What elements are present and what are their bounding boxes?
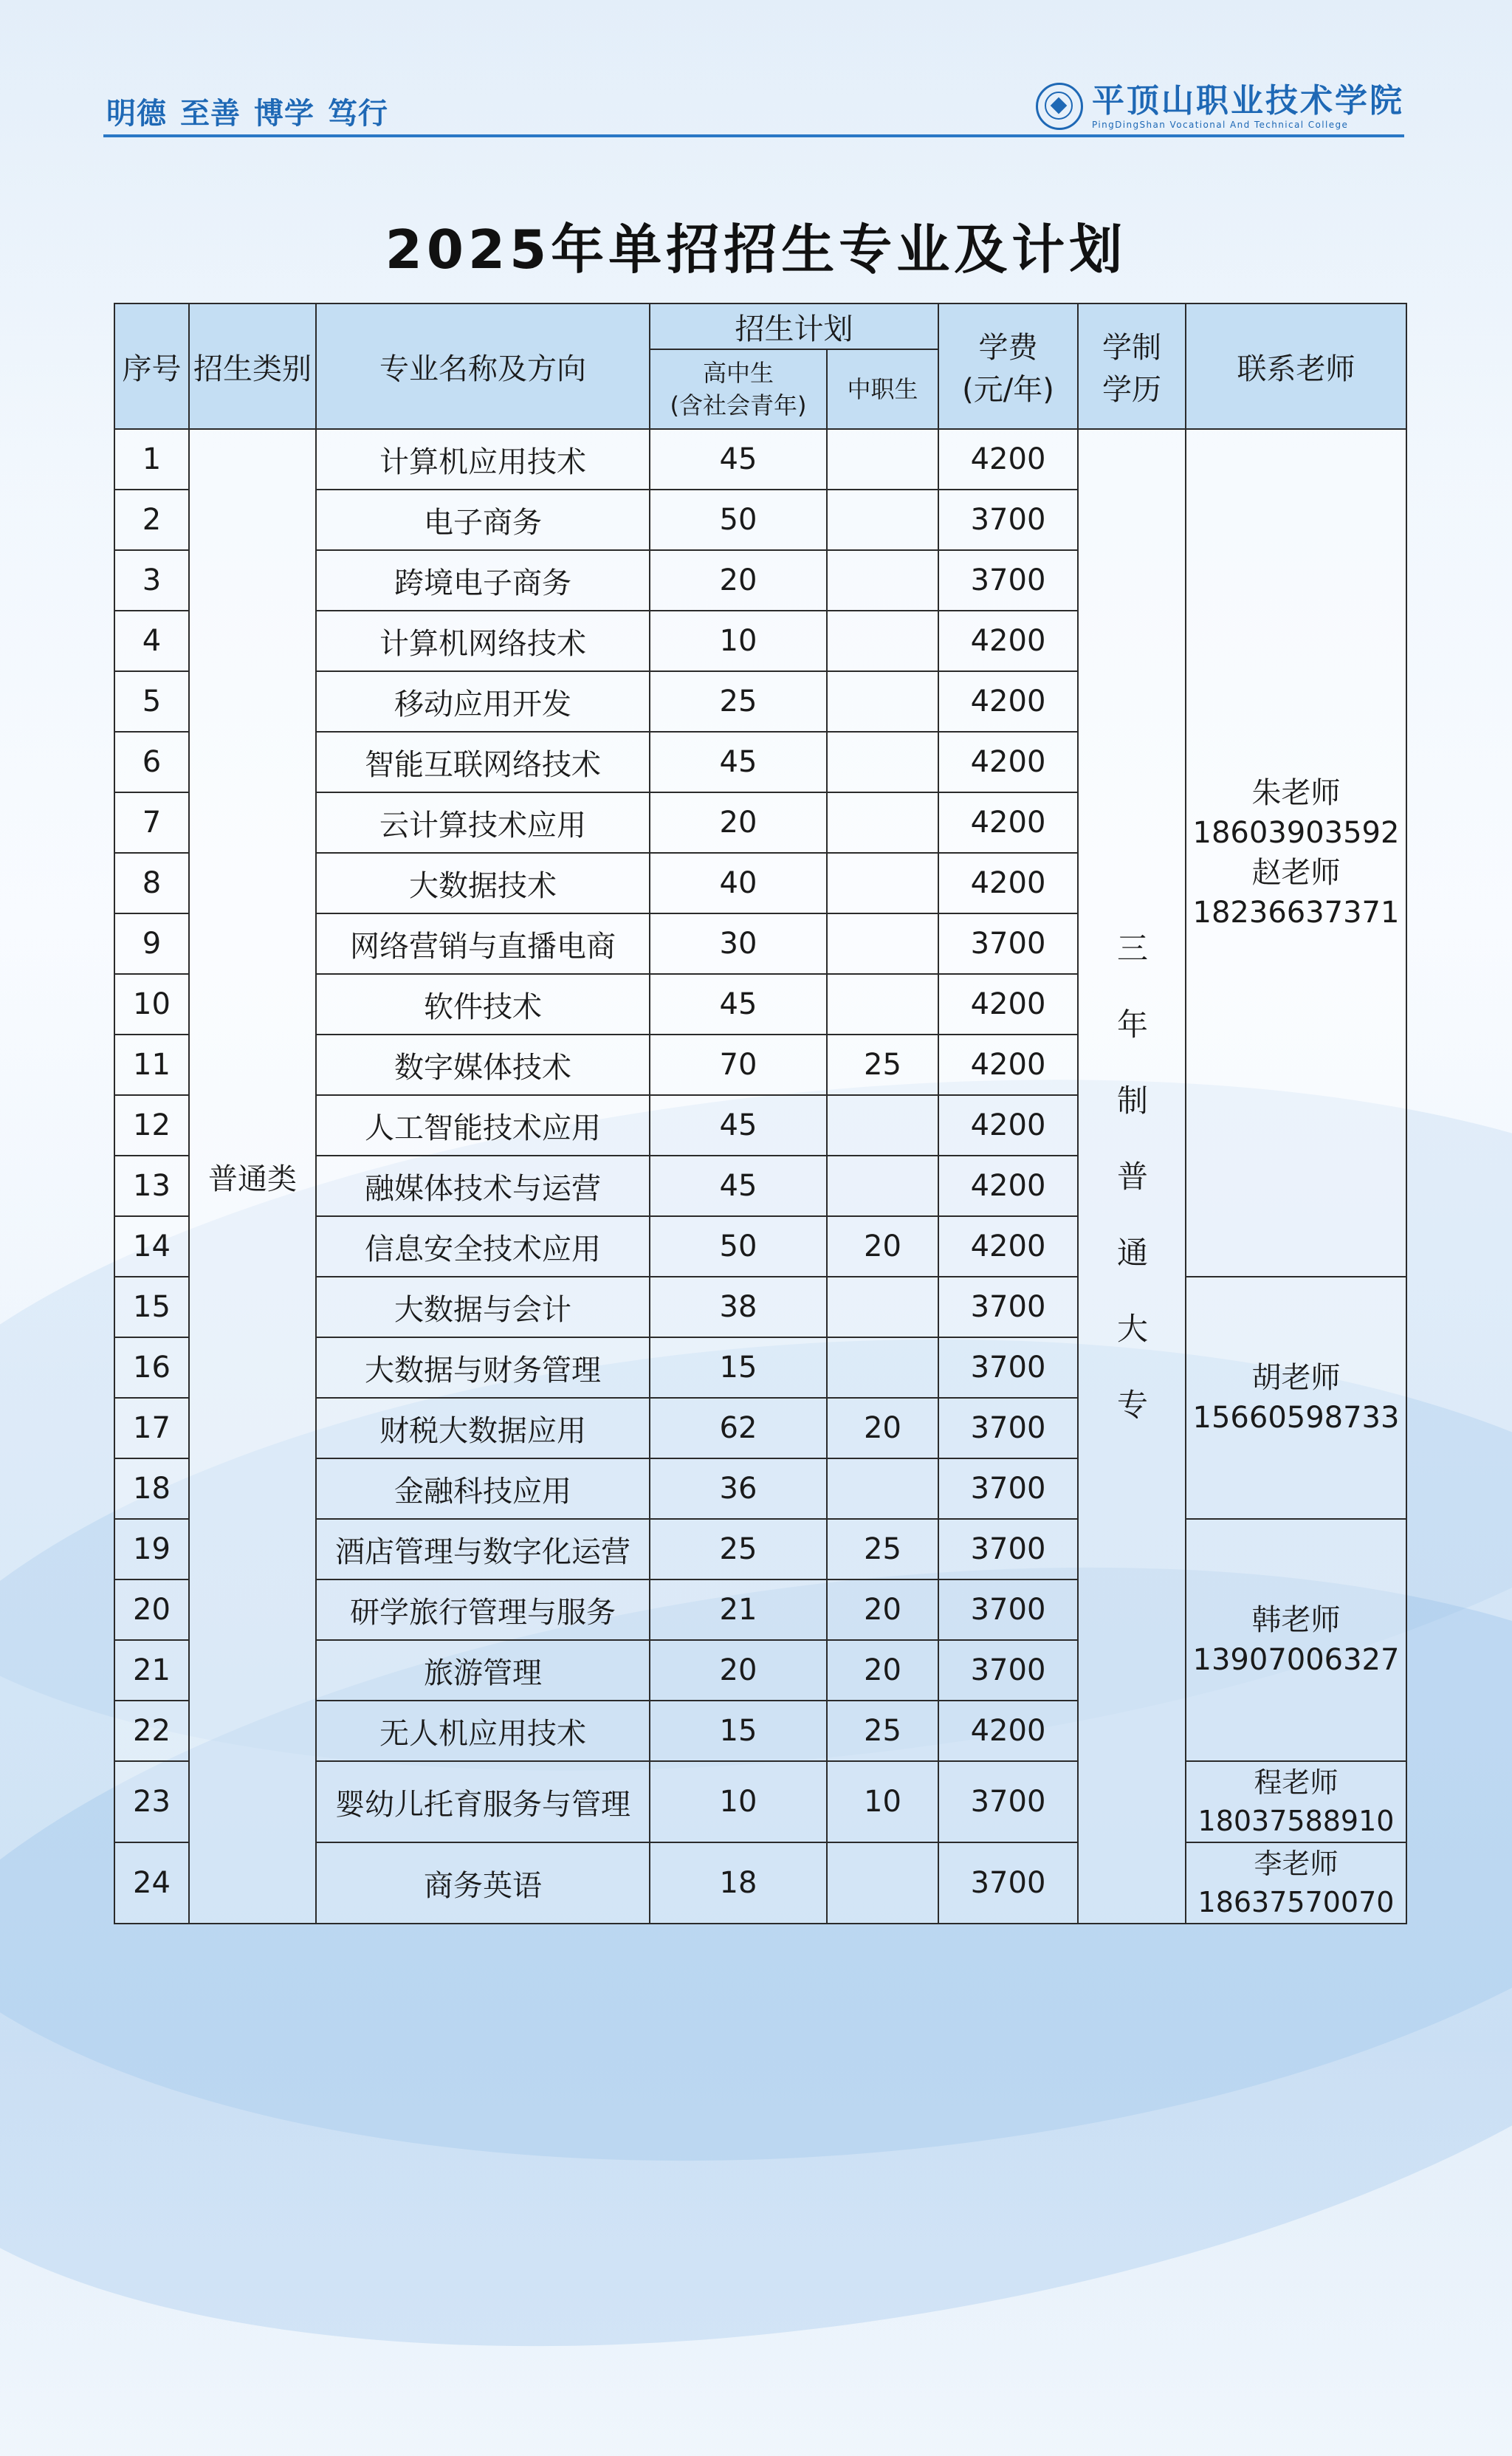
cell-plan-vocational bbox=[827, 732, 938, 792]
cell-major: 大数据与财务管理 bbox=[316, 1337, 650, 1398]
cell-plan-vocational: 25 bbox=[827, 1701, 938, 1761]
cell-index: 16 bbox=[114, 1337, 189, 1398]
cell-plan-vocational bbox=[827, 490, 938, 550]
cell-major: 财税大数据应用 bbox=[316, 1398, 650, 1458]
cell-fee: 3700 bbox=[938, 1579, 1078, 1640]
cell-index: 3 bbox=[114, 550, 189, 611]
cell-major: 无人机应用技术 bbox=[316, 1701, 650, 1761]
cell-plan-vocational: 20 bbox=[827, 1579, 938, 1640]
college-name-cn: 平顶山职业技术学院 bbox=[1092, 82, 1404, 120]
cell-fee: 4200 bbox=[938, 611, 1078, 671]
cell-index: 6 bbox=[114, 732, 189, 792]
cell-plan-highschool: 45 bbox=[650, 732, 827, 792]
cell-plan-vocational bbox=[827, 853, 938, 913]
motto-word: 笃行 bbox=[328, 97, 388, 131]
college-seal-icon bbox=[1036, 83, 1083, 130]
cell-plan-highschool: 18 bbox=[650, 1842, 827, 1924]
cell-fee: 3700 bbox=[938, 913, 1078, 974]
cell-index: 9 bbox=[114, 913, 189, 974]
cell-index: 2 bbox=[114, 490, 189, 550]
cell-plan-highschool: 45 bbox=[650, 974, 827, 1035]
cell-fee: 3700 bbox=[938, 1842, 1078, 1924]
table-row bbox=[114, 429, 1406, 490]
college-name-en: PingDingShan Vocational And Technical College bbox=[1092, 120, 1349, 130]
cell-plan-vocational bbox=[827, 550, 938, 611]
cell-plan-highschool: 45 bbox=[650, 1095, 827, 1156]
header-divider bbox=[103, 134, 1404, 137]
cell-plan-vocational bbox=[827, 611, 938, 671]
cell-plan-vocational: 25 bbox=[827, 1035, 938, 1095]
cell-fee: 4200 bbox=[938, 1216, 1078, 1277]
cell-major: 软件技术 bbox=[316, 974, 650, 1035]
cell-major: 网络营销与直播电商 bbox=[316, 913, 650, 974]
cell-plan-vocational bbox=[827, 429, 938, 490]
cell-plan-vocational bbox=[827, 1095, 938, 1156]
cell-major: 旅游管理 bbox=[316, 1640, 650, 1701]
cell-plan-highschool: 30 bbox=[650, 913, 827, 974]
cell-plan-highschool: 20 bbox=[650, 550, 827, 611]
cell-major: 计算机应用技术 bbox=[316, 429, 650, 490]
cell-plan-vocational bbox=[827, 792, 938, 853]
cell-major: 研学旅行管理与服务 bbox=[316, 1579, 650, 1640]
cell-major: 人工智能技术应用 bbox=[316, 1095, 650, 1156]
cell-plan-vocational: 20 bbox=[827, 1398, 938, 1458]
cell-plan-highschool: 62 bbox=[650, 1398, 827, 1458]
contact-phone: 13907006327 bbox=[1192, 1643, 1400, 1677]
cell-fee: 3700 bbox=[938, 1640, 1078, 1701]
cell-major: 酒店管理与数字化运营 bbox=[316, 1519, 650, 1579]
cell-index: 15 bbox=[114, 1277, 189, 1337]
cell-plan-vocational bbox=[827, 671, 938, 732]
contact-phone: 18637570070 bbox=[1197, 1886, 1395, 1918]
cell-fee: 4200 bbox=[938, 853, 1078, 913]
header-plan-vocational: 中职生 bbox=[827, 349, 938, 429]
cell-index: 7 bbox=[114, 792, 189, 853]
cell-fee: 3700 bbox=[938, 1458, 1078, 1519]
header-contact: 联系老师 bbox=[1186, 303, 1406, 429]
cell-education bbox=[1078, 429, 1186, 1924]
header-plan-highschool bbox=[650, 349, 827, 429]
cell-plan-highschool: 25 bbox=[650, 671, 827, 732]
cell-plan-highschool: 20 bbox=[650, 792, 827, 853]
cell-major: 大数据技术 bbox=[316, 853, 650, 913]
header-fee bbox=[938, 303, 1078, 429]
cell-plan-vocational bbox=[827, 1842, 938, 1924]
cell-plan-highschool: 25 bbox=[650, 1519, 827, 1579]
cell-fee: 3700 bbox=[938, 1337, 1078, 1398]
cell-index: 21 bbox=[114, 1640, 189, 1701]
cell-plan-vocational: 25 bbox=[827, 1519, 938, 1579]
motto-word: 至善 bbox=[180, 97, 241, 131]
cell-major: 婴幼儿托育服务与管理 bbox=[316, 1761, 650, 1842]
cell-plan-highschool: 36 bbox=[650, 1458, 827, 1519]
enrollment-table bbox=[114, 303, 1407, 1924]
cell-plan-vocational bbox=[827, 913, 938, 974]
cell-index: 5 bbox=[114, 671, 189, 732]
cell-plan-vocational bbox=[827, 1458, 938, 1519]
cell-plan-vocational bbox=[827, 1337, 938, 1398]
cell-fee: 3700 bbox=[938, 550, 1078, 611]
cell-major: 金融科技应用 bbox=[316, 1458, 650, 1519]
header-category: 招生类别 bbox=[189, 303, 316, 429]
cell-fee: 4200 bbox=[938, 974, 1078, 1035]
cell-plan-highschool: 50 bbox=[650, 1216, 827, 1277]
cell-plan-highschool: 50 bbox=[650, 490, 827, 550]
cell-index: 10 bbox=[114, 974, 189, 1035]
cell-major: 跨境电子商务 bbox=[316, 550, 650, 611]
cell-index: 18 bbox=[114, 1458, 189, 1519]
cell-plan-highschool: 38 bbox=[650, 1277, 827, 1337]
cell-plan-highschool: 20 bbox=[650, 1640, 827, 1701]
cell-plan-highschool: 70 bbox=[650, 1035, 827, 1095]
header-major: 专业名称及方向 bbox=[316, 303, 650, 429]
motto-word: 博学 bbox=[254, 97, 315, 131]
cell-index: 22 bbox=[114, 1701, 189, 1761]
cell-contact bbox=[1186, 1519, 1406, 1761]
header-system-label: 学制 bbox=[1102, 331, 1161, 365]
contact-name: 胡老师 bbox=[1251, 1361, 1341, 1395]
college-logo bbox=[1036, 83, 1404, 130]
cell-index: 19 bbox=[114, 1519, 189, 1579]
cell-index: 23 bbox=[114, 1761, 189, 1842]
contact-name: 韩老师 bbox=[1251, 1603, 1341, 1637]
cell-index: 24 bbox=[114, 1842, 189, 1924]
cell-contact bbox=[1186, 1842, 1406, 1924]
cell-plan-vocational: 20 bbox=[827, 1216, 938, 1277]
cell-major: 智能互联网络技术 bbox=[316, 732, 650, 792]
page-header bbox=[103, 83, 1404, 139]
cell-fee: 3700 bbox=[938, 1277, 1078, 1337]
cell-plan-vocational bbox=[827, 1277, 938, 1337]
education-label: 三年制普通大专 bbox=[1117, 930, 1149, 1423]
cell-fee: 3700 bbox=[938, 1398, 1078, 1458]
cell-index: 13 bbox=[114, 1156, 189, 1216]
cell-index: 4 bbox=[114, 611, 189, 671]
cell-fee: 4200 bbox=[938, 671, 1078, 732]
cell-plan-vocational: 20 bbox=[827, 1640, 938, 1701]
cell-plan-vocational: 10 bbox=[827, 1761, 938, 1842]
contact-phone: 18236637371 bbox=[1192, 896, 1400, 930]
cell-major: 计算机网络技术 bbox=[316, 611, 650, 671]
contact-name: 程老师 bbox=[1254, 1766, 1339, 1799]
cell-fee: 4200 bbox=[938, 732, 1078, 792]
cell-index: 12 bbox=[114, 1095, 189, 1156]
cell-plan-highschool: 45 bbox=[650, 1156, 827, 1216]
contact-name: 李老师 bbox=[1254, 1848, 1339, 1880]
cell-contact bbox=[1186, 1761, 1406, 1842]
cell-plan-highschool: 15 bbox=[650, 1701, 827, 1761]
cell-plan-highschool: 10 bbox=[650, 1761, 827, 1842]
cell-index: 1 bbox=[114, 429, 189, 490]
header-highschool-label: 高中生 bbox=[702, 359, 774, 387]
header-highschool-note: (含社会青年) bbox=[670, 391, 807, 419]
cell-index: 8 bbox=[114, 853, 189, 913]
cell-contact bbox=[1186, 429, 1406, 1277]
school-motto bbox=[106, 90, 402, 132]
cell-major: 融媒体技术与运营 bbox=[316, 1156, 650, 1216]
cell-plan-highschool: 40 bbox=[650, 853, 827, 913]
motto-word: 明德 bbox=[106, 97, 167, 131]
contact-phone: 18603903592 bbox=[1192, 816, 1400, 850]
cell-contact bbox=[1186, 1277, 1406, 1519]
cell-major: 商务英语 bbox=[316, 1842, 650, 1924]
cell-fee: 3700 bbox=[938, 490, 1078, 550]
cell-plan-highschool: 21 bbox=[650, 1579, 827, 1640]
cell-index: 20 bbox=[114, 1579, 189, 1640]
cell-fee: 4200 bbox=[938, 1156, 1078, 1216]
cell-major: 数字媒体技术 bbox=[316, 1035, 650, 1095]
cell-major: 信息安全技术应用 bbox=[316, 1216, 650, 1277]
table-body bbox=[114, 429, 1406, 1924]
cell-fee: 4200 bbox=[938, 429, 1078, 490]
header-index: 序号 bbox=[114, 303, 189, 429]
contact-name: 赵老师 bbox=[1251, 856, 1341, 890]
cell-fee: 4200 bbox=[938, 1035, 1078, 1095]
cell-fee: 4200 bbox=[938, 1701, 1078, 1761]
header-plan: 招生计划 bbox=[650, 303, 938, 349]
header-education-label: 学历 bbox=[1102, 373, 1161, 407]
cell-major: 移动应用开发 bbox=[316, 671, 650, 732]
cell-major: 云计算技术应用 bbox=[316, 792, 650, 853]
cell-major: 电子商务 bbox=[316, 490, 650, 550]
cell-plan-vocational bbox=[827, 974, 938, 1035]
cell-plan-highschool: 45 bbox=[650, 429, 827, 490]
contact-name: 朱老师 bbox=[1251, 776, 1341, 810]
cell-plan-highschool: 10 bbox=[650, 611, 827, 671]
header-fee-label: 学费 bbox=[978, 331, 1038, 365]
cell-fee: 3700 bbox=[938, 1761, 1078, 1842]
cell-fee: 3700 bbox=[938, 1519, 1078, 1579]
cell-category: 普通类 bbox=[189, 429, 316, 1924]
cell-index: 17 bbox=[114, 1398, 189, 1458]
cell-fee: 4200 bbox=[938, 792, 1078, 853]
cell-major: 大数据与会计 bbox=[316, 1277, 650, 1337]
cell-index: 11 bbox=[114, 1035, 189, 1095]
header-fee-unit: (元/年) bbox=[962, 373, 1054, 407]
cell-fee: 4200 bbox=[938, 1095, 1078, 1156]
cell-plan-vocational bbox=[827, 1156, 938, 1216]
cell-plan-highschool: 15 bbox=[650, 1337, 827, 1398]
contact-phone: 15660598733 bbox=[1192, 1401, 1400, 1435]
header-system bbox=[1078, 303, 1186, 429]
contact-phone: 18037588910 bbox=[1197, 1805, 1395, 1837]
cell-index: 14 bbox=[114, 1216, 189, 1277]
page-title: 2025年单招招生专业及计划 bbox=[385, 219, 1127, 281]
